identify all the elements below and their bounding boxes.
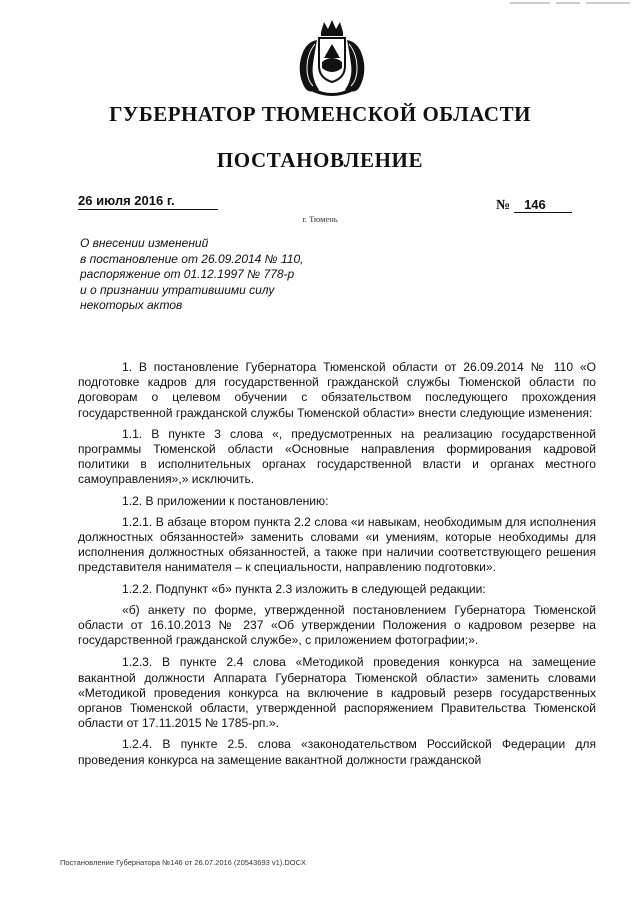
subject-line: распоряжение от 01.12.1997 № 778-р: [80, 267, 295, 281]
coat-of-arms-icon: [291, 18, 373, 98]
body-paragraph: 1.2.3. В пункте 2.4 слова «Методикой проведения конкурса на замещение вакантной должности Аппарата Губернатора Тюменской области» заменить словами «Методикой проведения конкурса на включение в кадровый резерв государственных органов Тюменской области, утвержденной распоряжением Правительства Тюменской области от 17.11.2015 № 1785-рп.».: [78, 655, 596, 731]
body-paragraph: 1.2.1. В абзаце втором пункта 2.2 слова «и навыкам, необходимым для исполнения должностных обязанностей» заменить словами «и умениям, которые необходимы для исполнения должностных обязанностей, а также при наличии соответствующего решения представителя нанимателя – к специальности, направлению подготовки».: [78, 514, 596, 575]
document-date: 26 июля 2016 г.: [78, 193, 218, 210]
document-body: [78, 360, 596, 774]
document-number-field: [496, 197, 582, 214]
subject-line: в постановление от 26.09.2014 № 110,: [80, 251, 304, 266]
document-city: г. Тюмень: [302, 214, 338, 224]
body-paragraph: 1.2. В приложении к постановлению:: [122, 493, 329, 508]
body-paragraph: 1.2.2. Подпункт «б» пункта 2.3 изложить в следующей редакции:: [122, 581, 486, 596]
footer-filename: Постановление Губернатора №146 от 26.07.2016 (20543693 v1).DOCX: [60, 858, 307, 867]
body-paragraph: 1.2.4. В пункте 2.5. слова «законодательством Российской Федерации для проведения конкурса на замещение вакантной должности гражданской: [78, 737, 596, 767]
body-paragraph: 1.1. В пункте 3 слова «, предусмотренных на реализацию государственной программы Тюменской области «Основные направления формирования кадровой политики в исполнительных органах государственной власти и органах местного самоуправления»,» исключить.: [78, 426, 596, 487]
subject-line: некоторых актов: [80, 298, 183, 312]
body-paragraph: 1. В постановление Губернатора Тюменской области от 26.09.2014 № 110 «О подготовке кадров для государственной гражданской службы Тюменской области по договорам о целевом обучении с обязательством последующего прохождения государственной гражданской службы Тюменской области» внести следующие изменения:: [78, 360, 596, 420]
subject-line: О внесении изменений: [80, 236, 209, 250]
governor-title: ГУБЕРНАТОР ТЮМЕНСКОЙ ОБЛАСТИ: [109, 102, 531, 126]
document-number: 146: [514, 197, 572, 213]
subject-line: и о признании утратившими силу: [80, 282, 275, 297]
number-sign: №: [496, 198, 511, 213]
scan-marks: [510, 2, 630, 5]
document-subject: [80, 236, 380, 314]
document-type: ПОСТАНОВЛЕНИЕ: [216, 148, 424, 172]
body-paragraph: «б) анкету по форме, утвержденной постановлением Губернатора Тюменской области от 16.10.2013 № 237 «Об утверждении Положения о кадровом резерве на государственной гражданской службе», с приложением фотографии;».: [78, 602, 596, 648]
